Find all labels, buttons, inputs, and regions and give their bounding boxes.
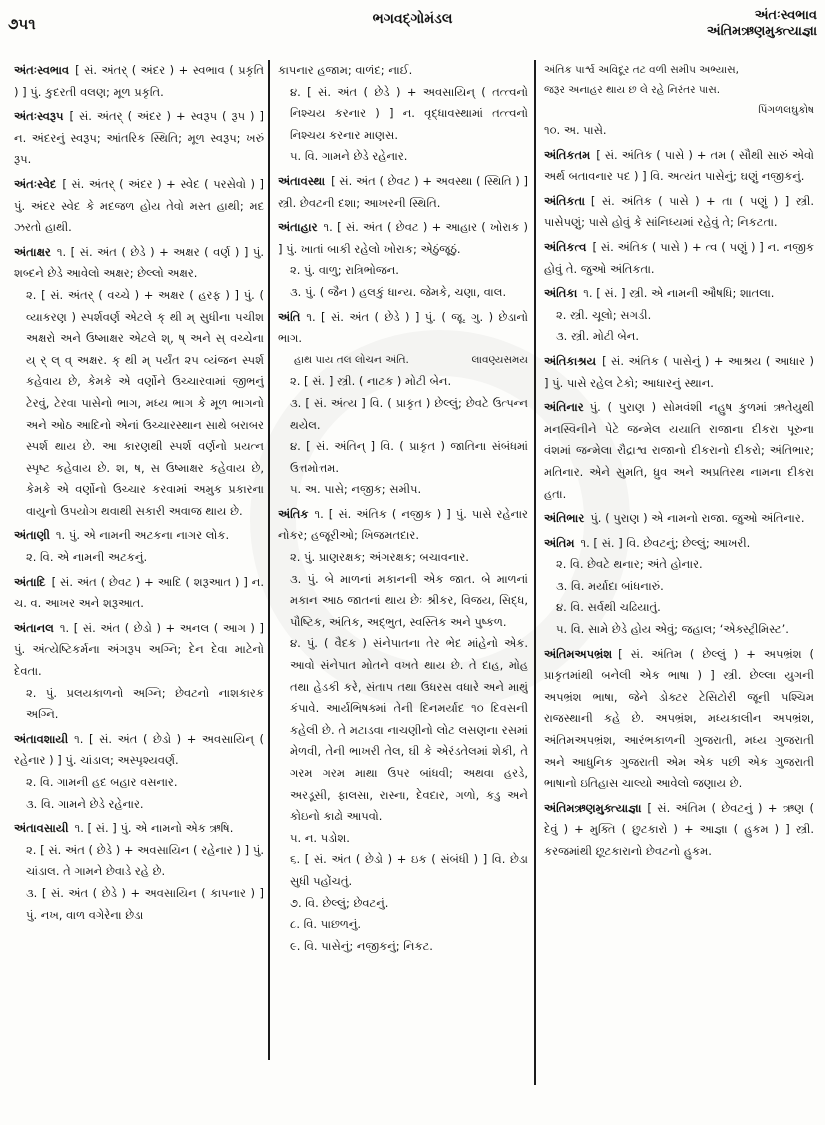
dictionary-entry xyxy=(544,191,814,234)
sense: ૫. અ. પાસે; નજીક; સમીપ. xyxy=(290,482,422,497)
headword: અંતિકાશ્રય xyxy=(544,353,597,368)
headword: અંતઃસ્વરૂપ xyxy=(14,109,64,124)
guide-word-first: અંતઃસ્વભાવ xyxy=(754,8,817,23)
dictionary-entry xyxy=(14,242,264,523)
definition: ૧. [ સં. અંત ( છેડે ) ] પું. ( જૂ. ગુ. ) છેડાનો ભાગ. xyxy=(278,309,528,346)
sense: ૫. વિ. સામે છેડે હોય એવું; જહાલ; ‘એક્સ્ટ્રીમિસ્ટ’. xyxy=(556,622,789,637)
dictionary-entry xyxy=(14,60,264,103)
sense: ૪. [ સં. અંત ( છેડે ) + અવસાયિન્ ( તત્ત્વનો નિશ્ચય કરનાર ) ] ન. વૃદ્ધાવસ્થામાં તત્ત્વનો નિશ્ચય કરનાર માણસ. xyxy=(290,84,528,142)
headword: અંતિમઅપભ્રંશ xyxy=(544,646,613,661)
sense: ૩. [ સં. અંત્ય ] વિ. ( પ્રાકૃત ) છેલ્લું; છેવટે ઉત્પન્ન થયેલ. xyxy=(290,395,528,432)
guide-word-last: અંતિમઋણમુક્ત્યાજ્ઞા xyxy=(706,24,817,39)
definition: ૧. [ સં. અંતિક ( નજીક ) ] પું. પાસે રહેનાર નોકર; હજૂરીઓ; ખિજમતદાર. xyxy=(278,506,528,543)
quote-source: લાવણ્યસમય xyxy=(471,353,528,366)
dictionary-entry xyxy=(14,572,264,615)
definition: ૧. [ સં. ] વિ. છેવટનું; છેલ્લું; આખરી. xyxy=(580,535,751,550)
definition: [ સં. અંતિક ( પાસે ) + તા ( પણું ) ] સ્ત્રી. પાસેપણું; પાસે હોવું કે સાંનિધ્યમાં રહેવું તે; નિકટતા. xyxy=(544,193,814,230)
sense: ૨. વિ. એ નામની અટકનું. xyxy=(26,550,148,565)
headword: અંતાવસ્થા xyxy=(278,173,326,188)
dictionary-entry xyxy=(14,106,264,171)
headword: અંતાદિ xyxy=(14,574,46,589)
definition: ૧. [ સં. અંત ( છેવટ ) + આહાર ( ખોરાક ) ] પું. ખાતાં બાકી રહેલો ખોરાક; એઠુંજૂઠું. xyxy=(278,220,528,256)
entry-continuation xyxy=(278,60,528,168)
headword: અંતિકા xyxy=(544,286,578,301)
sense: ૪. પું. ( વૈદક ) સંનેપાતના તેર ભેદ માંહેનો એક. આવો સંનેપાત મોતને વખતે થાય છે. તે દાહ, મોહ તથા હેડકી કરે, સંતાપ તથા ઉધરસ વધારે અને માથું કંપાવે. આર્યભિષક્માં તેની દિનમર્યાદ ૧૦ દિવસની કહેલી છે. તે મટાડવા નાચણીનો લોટ લસણના રસમાં મેળવી, તેની ભાખરી તેલ, ઘી કે એરંડતેલમાં શેકી, તે ગરમ ગરમ માથા ઉપર બાંધવી; અથવા હરડે, અરડૂસી, ફાલસા, રાસ્ના, દેવદાર, ગળો, કડુ અને કોઇનો કાઢો આપવો. xyxy=(290,636,528,824)
dictionary-entry xyxy=(278,504,528,957)
definition: [ સં. અંતિક ( પાસે ) + ત્વ ( પણું ) ] ન. નજીક હોવું તે. જુઓ અંતિકતા. xyxy=(544,239,814,276)
quote-line: અંતિક પાર્શ્વ અવિદૂર તટ વળી સમીપ અભ્યાસ, xyxy=(544,64,739,76)
dictionary-entry xyxy=(278,171,528,214)
headword: અંતિમઋણમુક્ત્યાજ્ઞા xyxy=(544,800,642,815)
headword: અંતિક xyxy=(278,506,309,521)
definition: પું. ( પુરાણ ) સોમવંશી નહુષ કુળમાં ઋતેયુથી મનસ્વિનીને પેટે જન્મેલ યયાતિ રાજાના દીકરા પૂરુના વંશમાં જન્મેલા રૌદ્રાશ્વ રાજાનો દીકરાનો દીકરો; અંતિભાર; મતિનાર. એને સુમતિ, ધ્રુવ અને અપ્રતિરથ નામના દીકરા હતા. xyxy=(544,400,814,501)
citation-quote xyxy=(278,350,528,372)
definition: [ સં. અંતિક ( પાસેનું ) + આશ્રય ( આધાર ) ] પું. પાસે રહેલ ટેકો; આધારનું સ્થાન. xyxy=(544,353,814,390)
headword: અંતાવશાયી xyxy=(14,731,69,746)
sense: ૨. પું. વાળુ; રાત્રિભોજન. xyxy=(290,263,399,278)
dictionary-entry xyxy=(544,351,814,394)
sense: ૪. વિ. સર્વથી ચઢિયાતું. xyxy=(556,600,661,615)
dictionary-entry xyxy=(544,283,814,348)
sense: ૨. વિ. છેવટે થનાર; અંતે હોનાર. xyxy=(556,557,703,572)
citation-quote xyxy=(544,60,814,120)
dictionary-entry xyxy=(14,618,264,726)
dictionary-entry xyxy=(14,525,264,568)
dictionary-entry xyxy=(544,237,814,280)
headword: અંતાનલ xyxy=(14,620,54,635)
definition: ૧. [ સં. ] સ્ત્રી. એ નામની ઔષધિ; શાતલા. xyxy=(583,286,775,301)
definition: [ સં. અંતિક ( પાસે ) + તમ ( સૌથી સારું એવો અર્થ બતાવનાર પદ ) ] વિ. અત્યંત પાસેનું; ઘણું નજીકનું. xyxy=(544,147,814,184)
headword: અંતિભાર xyxy=(544,511,585,526)
definition: [ સં. અંતર્ ( અંદર ) + સ્વરૂપ ( રૂપ ) ] ન. અંદરનું સ્વરૂપ; આંતરિક સ્થિતિ; મૂળ સ્વરૂપ; ખરું રૂપ. xyxy=(14,109,264,167)
headword: અંતિમ xyxy=(544,535,575,550)
headword: અંતાહાર xyxy=(278,220,318,235)
guide-words xyxy=(707,8,817,40)
page-header xyxy=(0,0,825,58)
quote-line: જરૂર અનાહર થાય છ લે રહે નિરંતર પાસ. xyxy=(544,84,721,96)
sense: ૫. વિ. ગામને છેડે રહેનાર. xyxy=(290,149,408,164)
definition: પું. ( પુરાણ ) એ નામનો રાજા. જુઓ અંતિનાર. xyxy=(590,511,805,526)
sense: ૩. પું. બે માળનાં મકાનની એક જાત. બે માળનાં મકાન આઠ જાતનાં થાય છેઃ શ્રીકર, વિજય, સિદ્ધ, પૌષ્ટિક, અંતિક, અદ્ભુત, સ્વસ્તિક અને પુષ્કળ. xyxy=(290,571,528,629)
definition: ૧. [ સં. અંત ( છેડો ) + અનલ ( આગ ) ] પું. અંત્યેષ્ટિકર્મના અંગરૂપ અગ્નિ; દેન દેવા માટેનો દેવતા. xyxy=(14,620,264,679)
dictionary-entry xyxy=(544,145,814,188)
sense: ૭. વિ. છેલ્લું; છેવટનું. xyxy=(290,895,389,910)
definition: [ સં. અંત ( છેવટ ) + અવસ્થા ( સ્થિતિ ) ] સ્ત્રી. છેવટની દશા; આખરની સ્થિતિ. xyxy=(278,173,528,210)
definition: ૧. [ સં. અંત ( છેડો ) + અવસાયિન્ ( રહેનાર ) ] પું. ચાંડાલ; અસ્પૃશ્યવર્ણ. xyxy=(14,731,264,768)
definition: [ સં. અંતિમ ( છેલ્લું ) + અપભ્રંશ ( પ્રાકૃતમાંથી બનેલી એક ભાષા ) ] સ્ત્રી. છેલ્લા યુગની અપભ્રંશ ભાષા, જેને ડોક્ટર ટેસિટોરી જૂની પશ્ચિમ રાજસ્થાની કહે છે. અપભ્રંશ, મધ્યકાલીન અપભ્રંશ, અંતિમઅપભ્રંશ, આરંભકાળની ગુજરાતી, મધ્ય ગુજરાતી અને આધુનિક ગુજરાતી એમ એક પછી એક ગુજરાતી ભાષાનો ઇતિહાસ ચાલ્યો આવેલો જણાય છે. xyxy=(544,646,814,791)
dictionary-entry xyxy=(544,798,814,863)
book-title: ભગવદ્ગોમંડલ xyxy=(372,11,453,27)
dictionary-entry xyxy=(14,818,264,926)
column-divider xyxy=(534,60,536,1085)
sense: ૧૦. અ. પાસે. xyxy=(544,123,607,137)
sense: ૨. પું. પ્રાણરક્ષક; અંગરક્ષક; બચાવનાર. xyxy=(290,550,469,565)
column-3 xyxy=(544,60,814,1120)
sense: ૯. વિ. પાસેનું; નજીકનું; નિકટ. xyxy=(290,938,433,953)
column-1 xyxy=(14,60,264,1120)
sense: ૩. પું. ( જૈન ) હલકું ધાન્ય. જેમકે, ચણા, વાલ. xyxy=(290,284,507,299)
dictionary-entry xyxy=(544,644,814,795)
headword: અંતિનાર xyxy=(544,400,584,415)
dictionary-entry xyxy=(544,533,814,641)
sense: ૨. [ સં. અંતર્ ( વચ્ચે ) + અક્ષર ( હરફ ) ] પું. ( વ્યાકરણ ) સ્પર્શવર્ણ એટલે ક્ થી મ્ સુધીના પચીશ અક્ષરો અને ઉષ્માક્ષર એટલે શ્, ષ્ અને સ્ વચ્ચેના ય્ ર્ લ્ વ્ અક્ષર. ક્ થી મ્ પર્યંત ૨૫ વ્યંજન સ્પર્શ કહેવાય છે, કેમકે એ વર્ણોને ઉચ્ચારવામાં જીભનું ટેરવું, ટેરવા પાસેનો ભાગ, મધ્ય ભાગ કે મૂળ ભાગનો અને ઓઠ આદિનો એનાં ઉચ્ચારસ્થાન સાથે બરાબર સ્પર્શ થાય છે. આ કારણથી સ્પર્શ વર્ણનો પ્રયત્ન સ્પૃષ્ટ કહેવાય છે. શ, ષ, સ ઉષ્માક્ષર કહેવાય છે, કેમકે એ વર્ણોનો ઉચ્ચાર કરવામાં અમુક પ્રકારના વાયુનો ઉપયોગ થવાથી સકારી અવાજ થાય છે. xyxy=(26,287,264,518)
sense: ૬. [ સં. અંત ( છેડો ) + ઇક ( સંબંધી ) ] વિ. છેડા સુધી પહોંચતું. xyxy=(290,852,528,888)
headword: અંતઃસ્વભાવ xyxy=(14,63,70,77)
definition: [ સં. અંત ( છેવટ ) + આદિ ( શરૂઆત ) ] ન. ચ. વ. આખર અને શરૂઆત. xyxy=(14,574,264,611)
column-divider xyxy=(268,60,270,1060)
dictionary-entry xyxy=(14,729,264,815)
headword: અંતઃસ્વેદ xyxy=(14,176,57,191)
quote-source: પિંગળલઘુકોષ xyxy=(758,104,814,116)
sense: ૨. [ સં. ] સ્ત્રી. ( નાટક ) મોટી બેન. xyxy=(290,374,452,389)
headword: અંતિકતમ xyxy=(544,147,591,162)
sense: ૫. ન. પડોશ. xyxy=(290,830,350,845)
quote-text: હાથ પાય તલ લોચન અંતિ. xyxy=(294,353,409,366)
sense: ૨. [ સં. અંત ( છેડે ) + અવસાયિન ( રહેનાર ) ] પું. ચાંડાલ. તે ગામને છેવાડે રહે છે. xyxy=(26,842,264,879)
sense: ૪. [ સં. અંતિન્ ] વિ. ( પ્રાકૃત ) જાતિના સંબંધમાં ઉત્તમોત્તમ. xyxy=(290,439,528,475)
entry-continuation xyxy=(544,120,814,142)
continued-text: કાપનાર હજામ; વાળંદ; નાઈ. xyxy=(278,63,413,77)
headword: અંતાવસાયી xyxy=(14,821,69,836)
definition: [ સં. અંતિમ ( છેવટનું ) + ઋણ ( દેવું ) + મુક્તિ ( છુટકારો ) + આજ્ઞા ( હુકમ ) ] સ્ત્રી. કરજમાંથી છૂટકારાનો છેવટનો હુકમ. xyxy=(544,800,814,858)
sense: ૮. વિ. પાછળનું. xyxy=(290,917,362,932)
sense: ૨. વિ. ગામની હદ બહાર વસનાર. xyxy=(26,775,178,789)
column-2 xyxy=(278,60,528,1120)
sense: ૨. સ્ત્રી. ચૂલો; સગડી. xyxy=(556,307,652,322)
definition: ૧. [ સં. અંત ( છેડે ) + અક્ષર ( વર્ણ ) ] પું. શબ્દને છેડે આવેલો અક્ષર; છેલ્લો અક્ષર. xyxy=(14,244,264,281)
headword: અંતિ xyxy=(278,309,301,324)
sense: ૨. પું. પ્રલયકાળનો અગ્નિ; છેવટનો નાશકારક અગ્નિ. xyxy=(26,685,264,722)
dictionary-columns xyxy=(0,60,825,1120)
sense: ૩. સ્ત્રી. મોટી બેન. xyxy=(556,329,639,344)
sense: ૩. [ સં. અંત ( છેડે ) + અવસાયિન ( કાપનાર ) ] પું. નખ, વાળ વગેરેના છેડા xyxy=(26,885,264,922)
dictionary-entry xyxy=(278,307,528,501)
dictionary-entry xyxy=(544,397,814,505)
headword: અંતિકતા xyxy=(544,193,585,208)
sense: ૩. વિ. મર્યાદા બાંધનારું. xyxy=(556,578,664,593)
headword: અંતાણી xyxy=(14,528,50,543)
headword: અંતાક્ષર xyxy=(14,244,51,259)
dictionary-entry xyxy=(544,508,814,530)
definition: [ સં. અંતર્ ( અંદર ) + સ્વેદ ( પરસેવો ) ] પું. અંદર સ્વેદ કે મદજળ હોય તેવો મસ્ત હાથી; મદ ઝરતો હાથી. xyxy=(14,176,264,235)
definition: ૧. [ સં. ] પું. એ નામનો એક ઋષિ. xyxy=(74,821,234,836)
sense: ૩. વિ. ગામને છેડે રહેનાર. xyxy=(26,796,144,811)
headword: અંતિકત્વ xyxy=(544,239,587,254)
page-number: ૭૫૧ xyxy=(8,15,36,33)
dictionary-entry xyxy=(278,217,528,303)
dictionary-entry xyxy=(14,174,264,239)
definition: ૧. પું. એ નામની અટકના નાગર લોક. xyxy=(55,528,230,543)
definition: [ સં. અંતર્ ( અંદર ) + સ્વભાવ ( પ્રકૃતિ ) ] પું. કુદરતી વલણ; મૂળ પ્રકૃતિ. xyxy=(14,63,264,99)
